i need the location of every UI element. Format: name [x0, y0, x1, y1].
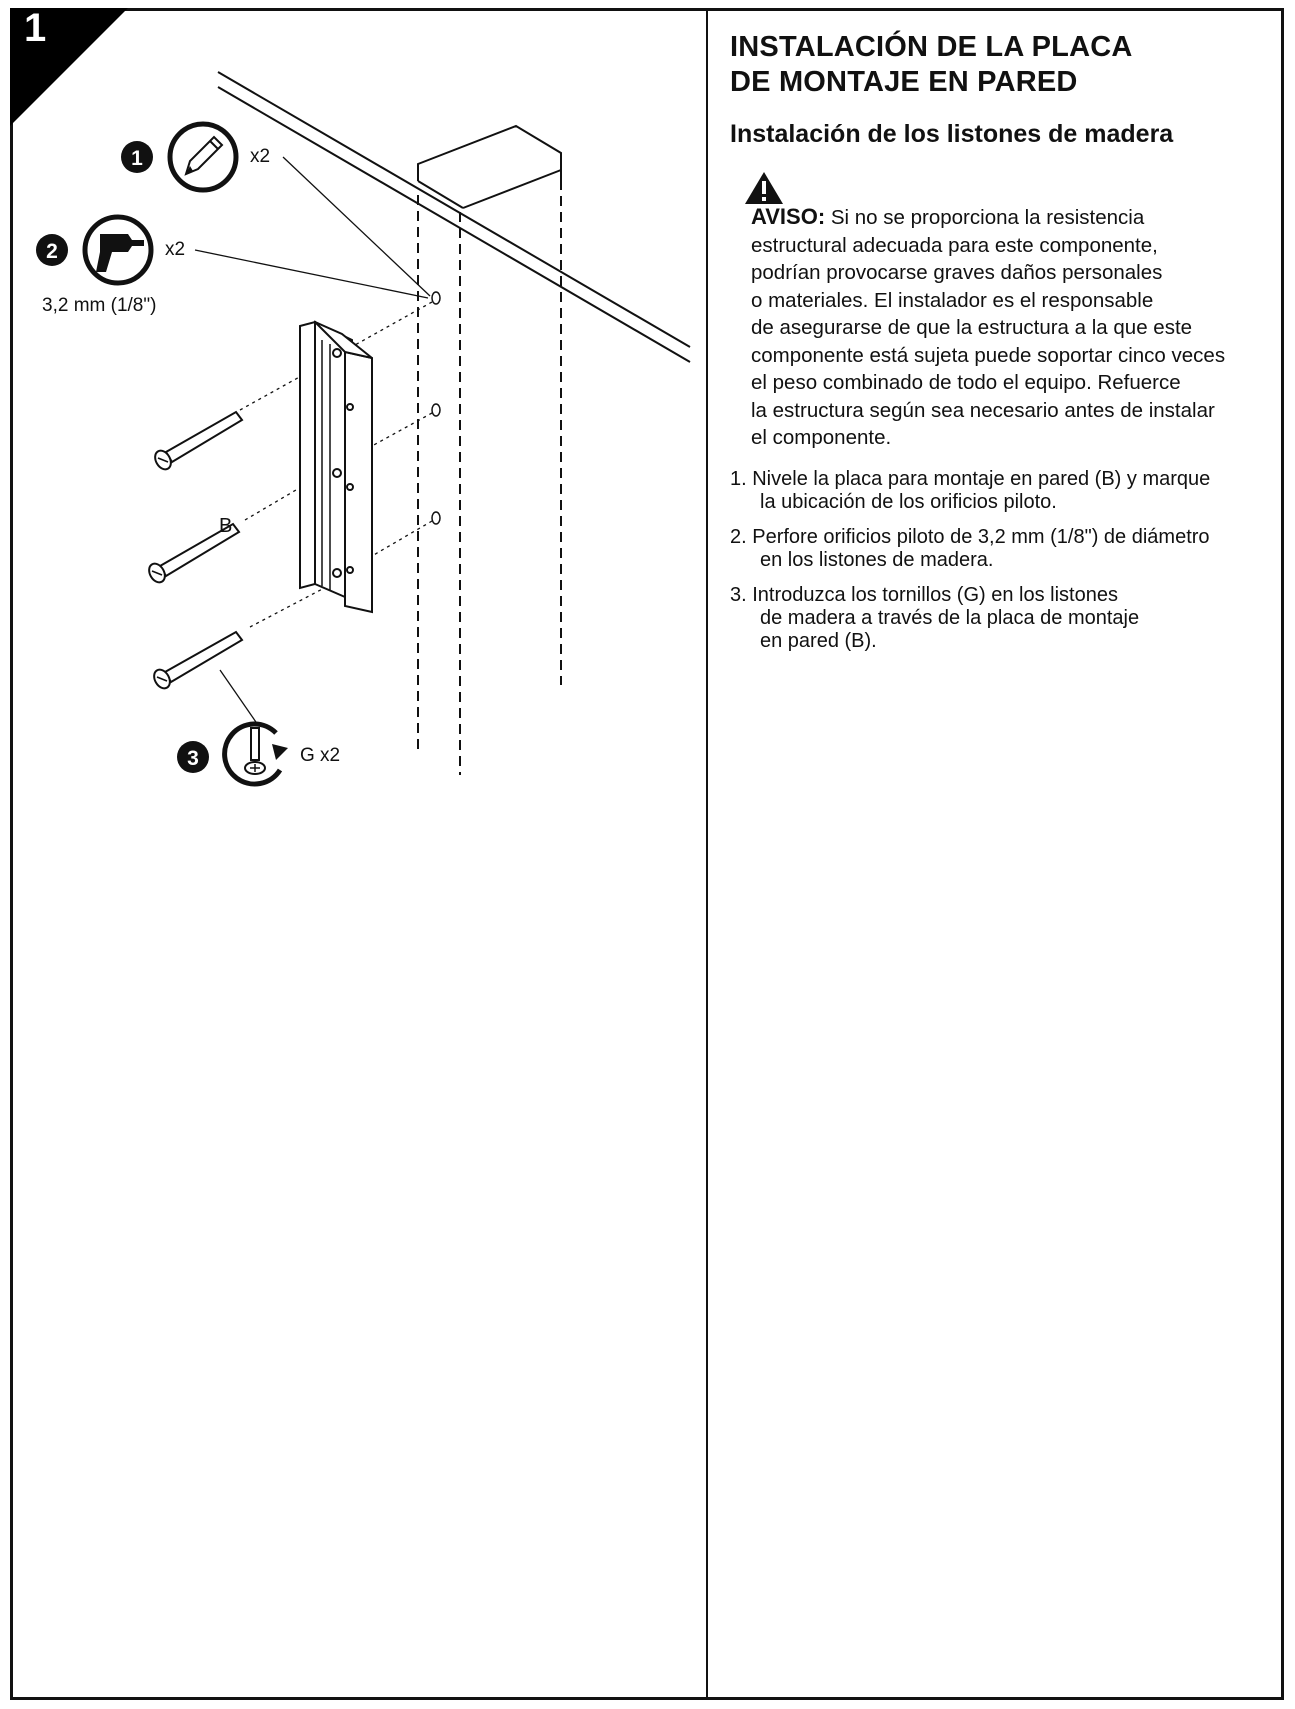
callout-3-badge: 3	[187, 747, 199, 770]
page-title-line-2: DE MONTAJE EN PARED	[730, 66, 1078, 98]
column-divider	[706, 8, 708, 1700]
wood-stud	[218, 72, 690, 775]
warning-line: podrían provocarse graves daños personales	[751, 261, 1163, 284]
callout-1	[121, 124, 270, 190]
warning-label: AVISO:	[751, 204, 826, 229]
page-title-line-1: INSTALACIÓN DE LA PLACA	[730, 31, 1133, 63]
callout-2	[36, 217, 185, 316]
warning-line: la estructura según sea necesario antes de instalar	[751, 398, 1215, 422]
warning-line: o materiales. El instalador es el responsable	[751, 288, 1154, 312]
pilot-holes	[432, 292, 440, 524]
callout-3-qty: G x2	[300, 745, 341, 766]
instructions-panel	[730, 30, 1280, 665]
callout-2-badge: 2	[46, 240, 58, 263]
callout-2-qty: x2	[165, 239, 186, 260]
section-subtitle: Instalación de los listones de madera	[730, 120, 1174, 148]
warning-notice	[751, 203, 1280, 452]
warning-line: el componente.	[751, 426, 892, 449]
warning-line: AVISO: Si no se proporciona la resistencia	[751, 204, 1145, 229]
screw-top	[152, 412, 242, 472]
step-line: 2. Perfore orificios piloto de 3,2 mm (1/8") de diámetro	[730, 525, 1210, 548]
step-line: la ubicación de los orificios piloto.	[760, 490, 1057, 513]
warning-triangle-icon	[744, 171, 784, 205]
warning-line: estructural adecuada para este componente,	[751, 233, 1158, 257]
warning-line: componente está sujeta puede soportar cinco veces	[751, 343, 1226, 367]
drill-icon	[85, 217, 151, 283]
callout-3	[177, 724, 340, 784]
callout-2-size: 3,2 mm (1/8")	[42, 295, 157, 316]
step-line: en pared (B).	[760, 629, 877, 652]
step-item	[730, 584, 1280, 653]
installation-illustration	[13, 11, 703, 811]
screwdriver-icon	[225, 724, 288, 784]
step-line: de madera a través de la placa de montaje	[760, 606, 1140, 629]
callout-1-qty: x2	[250, 146, 271, 167]
step-line: en los listones de madera.	[760, 548, 994, 571]
part-label-b: B	[219, 515, 233, 537]
step-line: 1. Nivele la placa para montaje en pared (B) y marque	[730, 467, 1211, 490]
warning-line: de asegurarse de que la estructura a la que este	[751, 316, 1193, 339]
callout-1-badge: 1	[131, 147, 143, 170]
step-number: 1	[24, 6, 47, 50]
step-item	[730, 526, 1280, 572]
instruction-steps	[730, 468, 1280, 653]
page-title	[730, 30, 1280, 100]
warning-line: el peso combinado de todo el equipo. Refuerce	[751, 371, 1181, 394]
wall-mounting-plate	[300, 322, 372, 612]
step-item	[730, 468, 1280, 514]
step-line: 3. Introduzca los tornillos (G) en los listones	[730, 583, 1118, 606]
pencil-icon	[170, 124, 236, 190]
screws	[146, 412, 242, 691]
